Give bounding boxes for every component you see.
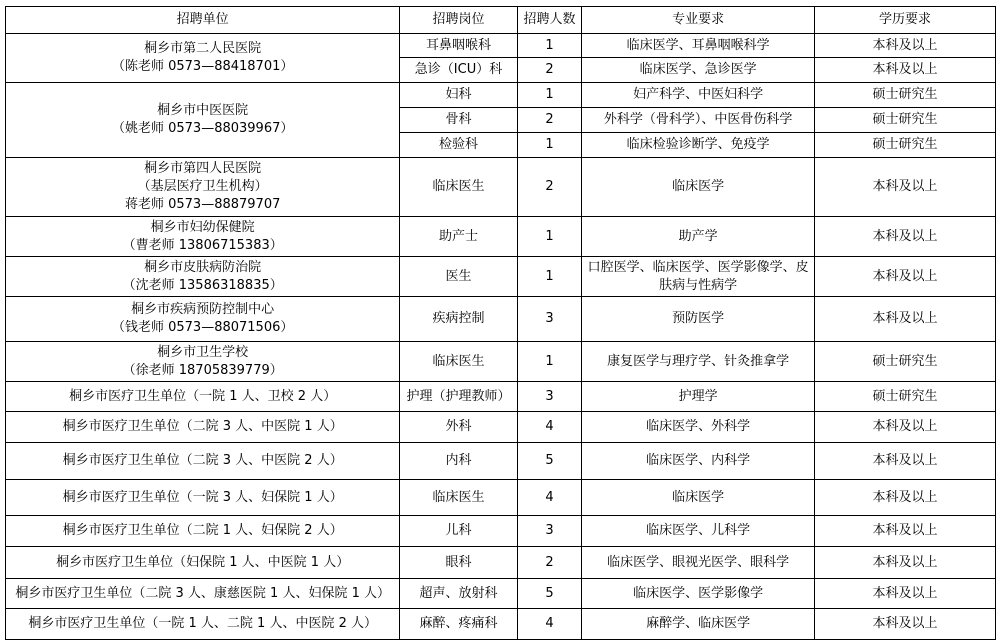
count-cell: 2 [517, 158, 582, 217]
count-cell: 5 [517, 443, 582, 480]
major-cell: 康复医学与理疗学、针灸推拿学 [582, 342, 815, 382]
education-cell: 本科及以上 [814, 58, 995, 83]
major-cell: 临床医学、儿科学 [582, 516, 815, 547]
education-cell: 本科及以上 [814, 579, 995, 609]
unit-line: （徐老师 18705839779） [122, 362, 283, 378]
table-row [6, 34, 996, 58]
count-cell: 1 [517, 133, 582, 158]
unit-cell [6, 297, 400, 342]
unit-cell [6, 382, 400, 412]
major-cell: 妇产科学、中医妇科学 [582, 83, 815, 108]
unit-line: 桐乡市卫生学校 [157, 344, 249, 360]
unit-line: （陈老师 0573—88418701） [111, 59, 294, 74]
unit-line: 桐乡市第二人民医院 [144, 41, 262, 56]
education-cell: 硕士研究生 [814, 108, 995, 133]
table-body [6, 34, 996, 640]
header-education: 学历要求 [814, 7, 995, 34]
table-row [6, 480, 996, 516]
major-cell: 临床医学 [582, 158, 815, 217]
unit-line: 桐乡市医疗卫生单位（二院 1 人、妇保院 2 人） [62, 523, 343, 538]
major-cell: 临床医学、急诊医学 [582, 58, 815, 83]
major-cell: 临床医学、眼视光医学、眼科学 [582, 547, 815, 579]
unit-line: 桐乡市医疗卫生单位（一院 3 人、妇保院 1 人） [62, 489, 343, 505]
education-cell: 本科及以上 [814, 443, 995, 480]
unit-cell [6, 217, 400, 257]
position-cell: 骨科 [400, 108, 517, 133]
position-cell: 临床医生 [400, 158, 517, 217]
unit-cell [6, 443, 400, 480]
unit-cell [6, 83, 400, 158]
unit-cell [6, 257, 400, 297]
unit-line: 桐乡市医疗卫生单位（二院 3 人、中医院 1 人） [62, 419, 343, 434]
position-cell: 眼科 [400, 547, 517, 579]
unit-line: 桐乡市医疗卫生单位（一院 1 人、二院 1 人、中医院 2 人） [28, 616, 377, 631]
unit-cell [6, 579, 400, 609]
position-cell: 超声、放射科 [400, 579, 517, 609]
position-cell: 医生 [400, 257, 517, 297]
count-cell: 4 [517, 480, 582, 516]
count-cell: 1 [517, 342, 582, 382]
count-cell: 3 [517, 382, 582, 412]
count-cell: 1 [517, 83, 582, 108]
unit-cell [6, 547, 400, 579]
unit-cell [6, 34, 400, 83]
table-row [6, 297, 996, 342]
education-cell: 本科及以上 [814, 412, 995, 443]
table-row [6, 83, 996, 108]
position-cell: 临床医生 [400, 342, 517, 382]
position-cell: 临床医生 [400, 480, 517, 516]
position-cell: 内科 [400, 443, 517, 480]
table-row [6, 579, 996, 609]
header-row [6, 7, 996, 34]
unit-cell [6, 412, 400, 443]
position-cell: 耳鼻咽喉科 [400, 34, 517, 58]
position-cell: 疾病控制 [400, 297, 517, 342]
position-cell: 护理（护理教师） [400, 382, 517, 412]
major-cell: 临床医学、耳鼻咽喉科学 [582, 34, 815, 58]
unit-line: （基层医疗卫生机构） [137, 179, 268, 194]
table-row [6, 217, 996, 257]
unit-line: （姚老师 0573—88039967） [111, 121, 294, 136]
education-cell: 硕士研究生 [814, 382, 995, 412]
table-row [6, 342, 996, 382]
education-cell: 本科及以上 [814, 217, 995, 257]
position-cell: 检验科 [400, 133, 517, 158]
table-row [6, 547, 996, 579]
count-cell: 1 [517, 217, 582, 257]
count-cell: 2 [517, 108, 582, 133]
education-cell: 本科及以上 [814, 547, 995, 579]
unit-line: 桐乡市医疗卫生单位（一院 1 人、卫校 2 人） [69, 388, 337, 404]
unit-line: 桐乡市皮肤病防治院 [144, 259, 262, 275]
header-unit: 招聘单位 [6, 7, 400, 34]
count-cell: 3 [517, 516, 582, 547]
major-cell: 临床医学、外科学 [582, 412, 815, 443]
position-cell: 急诊（ICU）科 [400, 58, 517, 83]
count-cell: 3 [517, 297, 582, 342]
unit-line: 桐乡市疾病预防控制中心 [131, 302, 275, 317]
major-cell: 临床医学、医学影像学 [582, 579, 815, 609]
education-cell: 本科及以上 [814, 297, 995, 342]
table-row [6, 412, 996, 443]
major-cell: 护理学 [582, 382, 815, 412]
major-cell: 临床医学 [582, 480, 815, 516]
education-cell: 本科及以上 [814, 516, 995, 547]
major-cell: 助产学 [582, 217, 815, 257]
unit-line: （沈老师 13586318835） [122, 277, 283, 293]
count-cell: 2 [517, 547, 582, 579]
major-cell: 麻醉学、临床医学 [582, 609, 815, 640]
education-cell: 本科及以上 [814, 34, 995, 58]
unit-line: 桐乡市医疗卫生单位（妇保院 1 人、中医院 1 人） [56, 554, 350, 570]
count-cell: 2 [517, 58, 582, 83]
header-position: 招聘岗位 [400, 7, 517, 34]
unit-cell [6, 480, 400, 516]
unit-line: 桐乡市医疗卫生单位（二院 3 人、康慈医院 1 人、妇保院 1 人） [15, 585, 390, 601]
count-cell: 1 [517, 34, 582, 58]
unit-line: 桐乡市中医医院 [157, 103, 249, 118]
education-cell: 本科及以上 [814, 257, 995, 297]
major-cell: 口腔医学、临床医学、医学影像学、皮肤病与性病学 [582, 257, 815, 297]
header-count: 招聘人数 [517, 7, 582, 34]
education-cell: 硕士研究生 [814, 133, 995, 158]
unit-line: 桐乡市妇幼保健院 [150, 219, 255, 235]
count-cell: 4 [517, 412, 582, 443]
table-row [6, 516, 996, 547]
position-cell: 妇科 [400, 83, 517, 108]
major-cell: 预防医学 [582, 297, 815, 342]
major-cell: 临床检验诊断学、免疫学 [582, 133, 815, 158]
unit-line: 桐乡市第四人民医院 [144, 161, 262, 176]
table-row [6, 158, 996, 217]
table-row [6, 382, 996, 412]
table-row [6, 609, 996, 640]
major-cell: 临床医学、内科学 [582, 443, 815, 480]
position-cell: 麻醉、疼痛科 [400, 609, 517, 640]
recruitment-table [5, 6, 996, 640]
unit-line: （曹老师 13806715383） [122, 237, 283, 253]
count-cell: 4 [517, 609, 582, 640]
unit-cell [6, 342, 400, 382]
unit-cell [6, 516, 400, 547]
education-cell: 硕士研究生 [814, 342, 995, 382]
table-row [6, 257, 996, 297]
table-row [6, 443, 996, 480]
education-cell: 本科及以上 [814, 480, 995, 516]
education-cell: 硕士研究生 [814, 83, 995, 108]
unit-cell [6, 158, 400, 217]
unit-cell [6, 609, 400, 640]
major-cell: 外科学（骨科学）、中医骨伤科学 [582, 108, 815, 133]
education-cell: 本科及以上 [814, 609, 995, 640]
count-cell: 5 [517, 579, 582, 609]
unit-line: （钱老师 0573—88071506） [111, 320, 294, 335]
position-cell: 儿科 [400, 516, 517, 547]
position-cell: 外科 [400, 412, 517, 443]
unit-line: 桐乡市医疗卫生单位（二院 3 人、中医院 2 人） [62, 453, 343, 468]
count-cell: 1 [517, 257, 582, 297]
education-cell: 本科及以上 [814, 158, 995, 217]
position-cell: 助产士 [400, 217, 517, 257]
unit-line: 蒋老师 0573—88879707 [124, 197, 281, 212]
header-major: 专业要求 [582, 7, 815, 34]
